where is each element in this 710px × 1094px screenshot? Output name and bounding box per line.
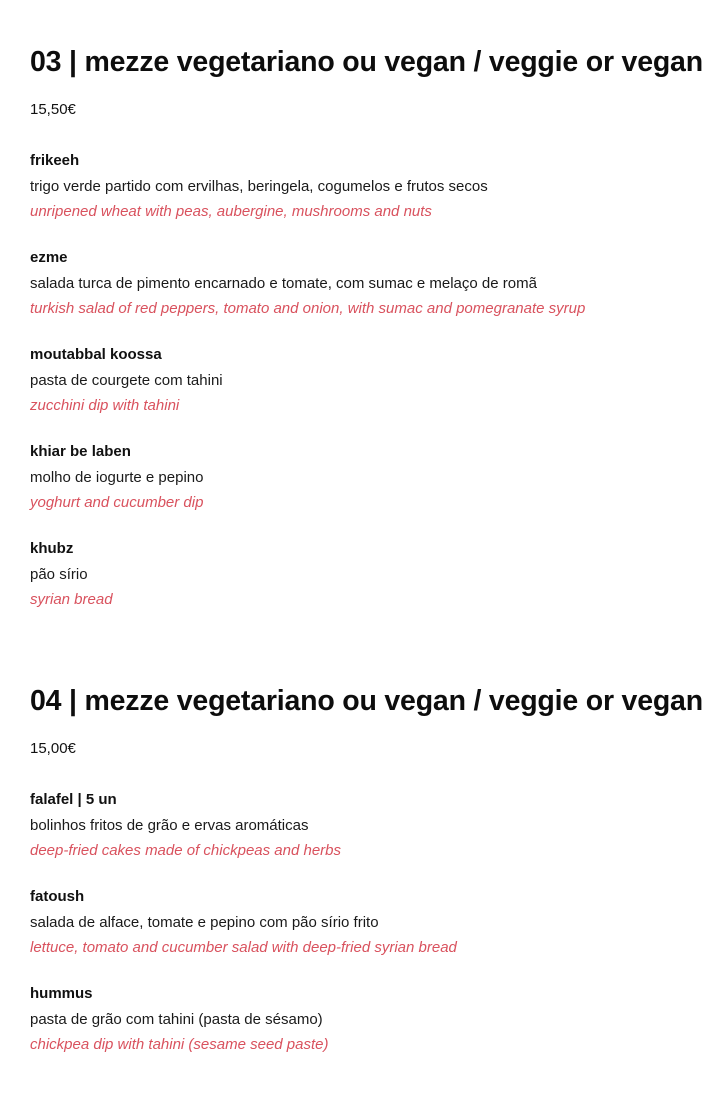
section-title: 04 | mezze vegetariano ou vegan / veggie or vegan bbox=[30, 685, 703, 717]
menu-item-description-pt: pasta de courgete com tahini bbox=[30, 372, 223, 389]
section-title: 03 | mezze vegetariano ou vegan / veggie or vegan bbox=[30, 46, 703, 78]
menu-item-fatoush bbox=[30, 887, 700, 958]
menu-item-description-en: turkish salad of red peppers, tomato and onion, with sumac and pomegranate syrup bbox=[30, 300, 586, 317]
menu-item-description-en: lettuce, tomato and cucumber salad with deep-fried syrian bread bbox=[30, 939, 457, 956]
menu-item-frikeeh bbox=[30, 151, 700, 222]
menu-item-list bbox=[30, 151, 700, 610]
menu-item-name: ezme bbox=[30, 249, 68, 266]
menu-item-name: falafel | 5 un bbox=[30, 791, 117, 808]
menu-item-description-en: syrian bread bbox=[30, 591, 113, 608]
section-price: 15,00€ bbox=[30, 740, 76, 757]
menu-item-falafel bbox=[30, 790, 700, 861]
menu-item-hummus bbox=[30, 984, 700, 1055]
menu-item-description-en: chickpea dip with tahini (sesame seed paste) bbox=[30, 1036, 329, 1053]
menu-item-description-pt: salada turca de pimento encarnado e tomate, com sumac e melaço de romã bbox=[30, 275, 537, 292]
menu-item-description-pt: pasta de grão com tahini (pasta de sésamo) bbox=[30, 1011, 323, 1028]
menu-item-description-en: zucchini dip with tahini bbox=[30, 397, 180, 414]
menu-item-name: fatoush bbox=[30, 888, 85, 905]
menu-item-description-en: deep-fried cakes made of chickpeas and herbs bbox=[30, 842, 342, 859]
section-price: 15,50€ bbox=[30, 101, 76, 118]
menu-item-khiar-be-laben bbox=[30, 442, 700, 513]
menu-item-description-pt: pão sírio bbox=[30, 566, 88, 583]
menu-item-name: frikeeh bbox=[30, 152, 80, 169]
menu-item-ezme bbox=[30, 248, 700, 319]
menu-item-moutabbal-koossa bbox=[30, 345, 700, 416]
menu-item-name: moutabbal koossa bbox=[30, 346, 162, 363]
menu-item-description-pt: molho de iogurte e pepino bbox=[30, 469, 204, 486]
menu-item-description-en: unripened wheat with peas, aubergine, mushrooms and nuts bbox=[30, 203, 432, 220]
menu-item-description-pt: trigo verde partido com ervilhas, beringela, cogumelos e frutos secos bbox=[30, 178, 488, 195]
menu-page bbox=[30, 0, 703, 1055]
menu-item-name: khubz bbox=[30, 540, 74, 557]
menu-item-description-en: yoghurt and cucumber dip bbox=[30, 494, 204, 511]
menu-item-description-pt: salada de alface, tomate e pepino com pão sírio frito bbox=[30, 914, 379, 931]
menu-section-04 bbox=[30, 684, 703, 1055]
menu-item-description-pt: bolinhos fritos de grão e ervas aromáticas bbox=[30, 817, 309, 834]
menu-section-03 bbox=[30, 0, 703, 610]
menu-item-list bbox=[30, 790, 700, 1055]
menu-item-khubz bbox=[30, 539, 700, 610]
menu-item-name: hummus bbox=[30, 985, 93, 1002]
menu-item-name: khiar be laben bbox=[30, 443, 131, 460]
